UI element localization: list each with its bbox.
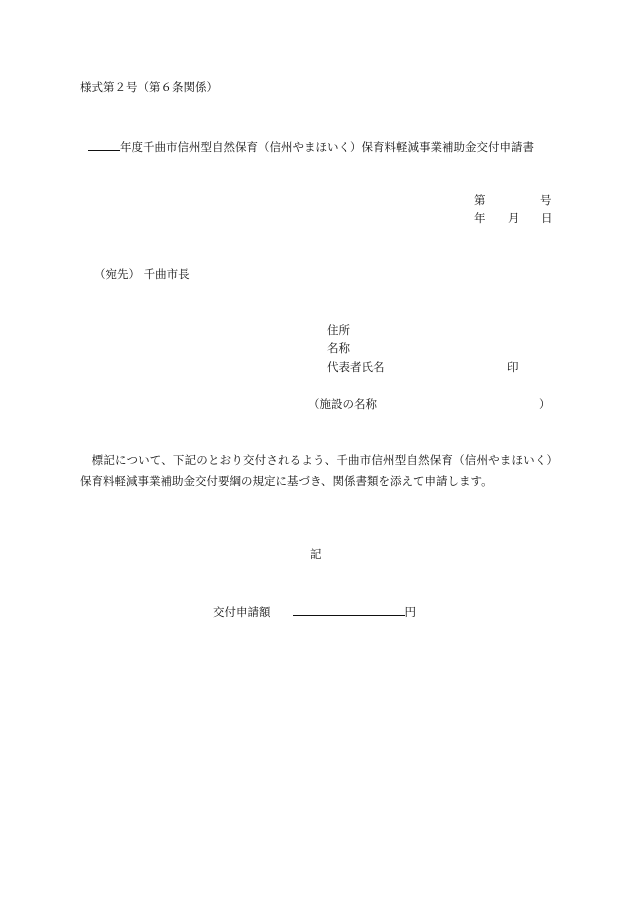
fiscal-year-blank[interactable] xyxy=(88,139,120,151)
representative-label: 代表者氏名 xyxy=(327,360,385,374)
seal-mark: 印 xyxy=(507,360,519,374)
date-year: 年 xyxy=(474,211,486,225)
amount-blank[interactable] xyxy=(293,604,405,616)
form-number: 様式第２号（第６条関係） xyxy=(80,80,218,94)
document-title xyxy=(88,139,534,154)
address-label: 住所 xyxy=(327,323,350,337)
amount-line xyxy=(213,604,416,619)
amount-label: 交付申請額 xyxy=(213,605,271,619)
document-title-text: 年度千曲市信州型自然保育（信州やまほいく）保育料軽減事業補助金交付申請書 xyxy=(120,140,534,154)
name-label: 名称 xyxy=(327,341,350,355)
facility-name-close: ） xyxy=(539,397,551,411)
facility-name-open: （施設の名称 xyxy=(308,397,377,411)
date-day: 日 xyxy=(541,211,553,225)
date-month: 月 xyxy=(508,211,520,225)
body-paragraph: 標記について、下記のとおり交付されるよう、千曲市信州型自然保育（信州やまほいく）保育料軽減事業補助金交付要綱の規定に基づき、関係書類を添えて申請します。 xyxy=(80,453,558,488)
document-number-prefix: 第 xyxy=(474,193,486,207)
addressee: （宛先） 千曲市長 xyxy=(94,267,190,281)
amount-unit: 円 xyxy=(404,605,416,619)
record-heading: 記 xyxy=(310,547,322,561)
document-number-suffix: 号 xyxy=(540,193,552,207)
